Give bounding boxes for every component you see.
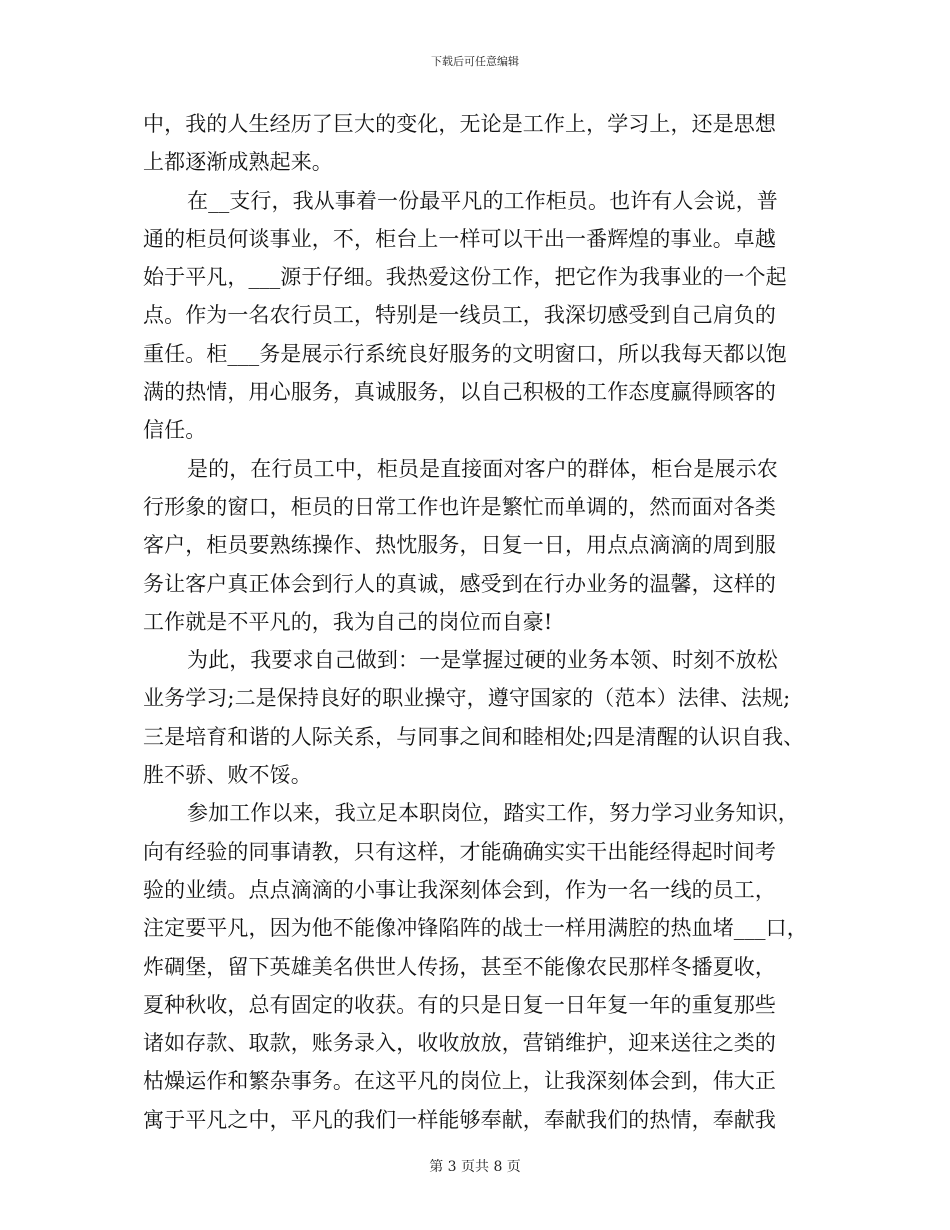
text-line: 务让客户真正体会到行人的真诚，感受到在行办业务的温馨，这样的 bbox=[143, 571, 776, 596]
text-line: 中，我的人生经历了巨大的变化，无论是工作上，学习上，还是思想 bbox=[143, 112, 776, 136]
page-number: 第 3 页共 8 页 bbox=[429, 1159, 521, 1175]
text-line: 上都逐渐成熟起来。 bbox=[143, 150, 333, 175]
text-line: 工作就是不平凡的，我为自己的岗位而自豪! bbox=[143, 609, 553, 634]
paragraph-start-line: 在__支行，我从事着一份最平凡的工作柜员。也许有人会说，普 bbox=[187, 188, 778, 213]
paragraph-start-line: 为此，我要求自己做到：一是掌握过硬的业务本领、时刻不放松 bbox=[187, 648, 778, 673]
text-line: 炸碉堡，留下英雄美名供世人传扬，甚至不能像农民那样冬播夏收， bbox=[143, 954, 776, 979]
text-line: 胜不骄、败不馁。 bbox=[143, 763, 312, 788]
text-line: 寓于平凡之中，平凡的我们一样能够奉献，奉献我们的热情，奉献我 bbox=[143, 1107, 776, 1132]
text-line: 业务学习;二是保持良好的职业操守，遵守国家的（范本）法律、法规; bbox=[143, 686, 791, 711]
text-line: 重任。柜___务是展示行系统良好服务的文明窗口，所以我每天都以饱 bbox=[143, 341, 787, 366]
text-line: 信任。 bbox=[143, 418, 207, 443]
text-line: 诸如存款、取款，账务录入，收收放放，营销维护，迎来送往之类的 bbox=[143, 1031, 776, 1056]
text-line: 通的柜员何谈事业，不，柜台上一样可以干出一番辉煌的事业。卓越 bbox=[143, 226, 776, 251]
document-body bbox=[143, 105, 811, 1139]
text-line: 验的业绩。点点滴滴的小事让我深刻体会到，作为一名一线的员工， bbox=[143, 877, 776, 902]
text-line: 三是培育和谐的人际关系，与同事之间和睦相处;四是清醒的认识自我、 bbox=[143, 724, 805, 749]
text-line: 向有经验的同事请教，只有这样，才能确确实实干出能经得起时间考 bbox=[143, 839, 776, 864]
page-header: 下载后可任意编辑 bbox=[431, 55, 519, 68]
text-line: 夏种秋收，总有固定的收获。有的只是日复一日年复一年的重复那些 bbox=[143, 992, 776, 1017]
paragraph-start-line: 是的，在行员工中，柜员是直接面对客户的群体，柜台是展示农 bbox=[187, 456, 778, 481]
paragraph-start-line: 参加工作以来，我立足本职岗位，踏实工作，努力学习业务知识， bbox=[187, 801, 799, 826]
text-line: 点。作为一名农行员工，特别是一线员工，我深切感受到自己肩负的 bbox=[143, 303, 776, 328]
text-line: 客户，柜员要熟练操作、热忱服务，日复一日，用点点滴滴的周到服 bbox=[143, 533, 776, 558]
text-line: 枯燥运作和繁杂事务。在这平凡的岗位上，让我深刻体会到，伟大正 bbox=[143, 1069, 776, 1094]
text-line: 满的热情，用心服务，真诚服务，以自己积极的工作态度赢得顾客的 bbox=[143, 380, 776, 405]
text-line: 注定要平凡，因为他不能像冲锋陷阵的战士一样用满腔的热血堵___口， bbox=[143, 916, 808, 941]
text-line: 行形象的窗口，柜员的日常工作也许是繁忙而单调的，然而面对各类 bbox=[143, 494, 776, 519]
text-line: 始于平凡，___源于仔细。我热爱这份工作，把它作为我事业的一个起 bbox=[143, 265, 787, 290]
